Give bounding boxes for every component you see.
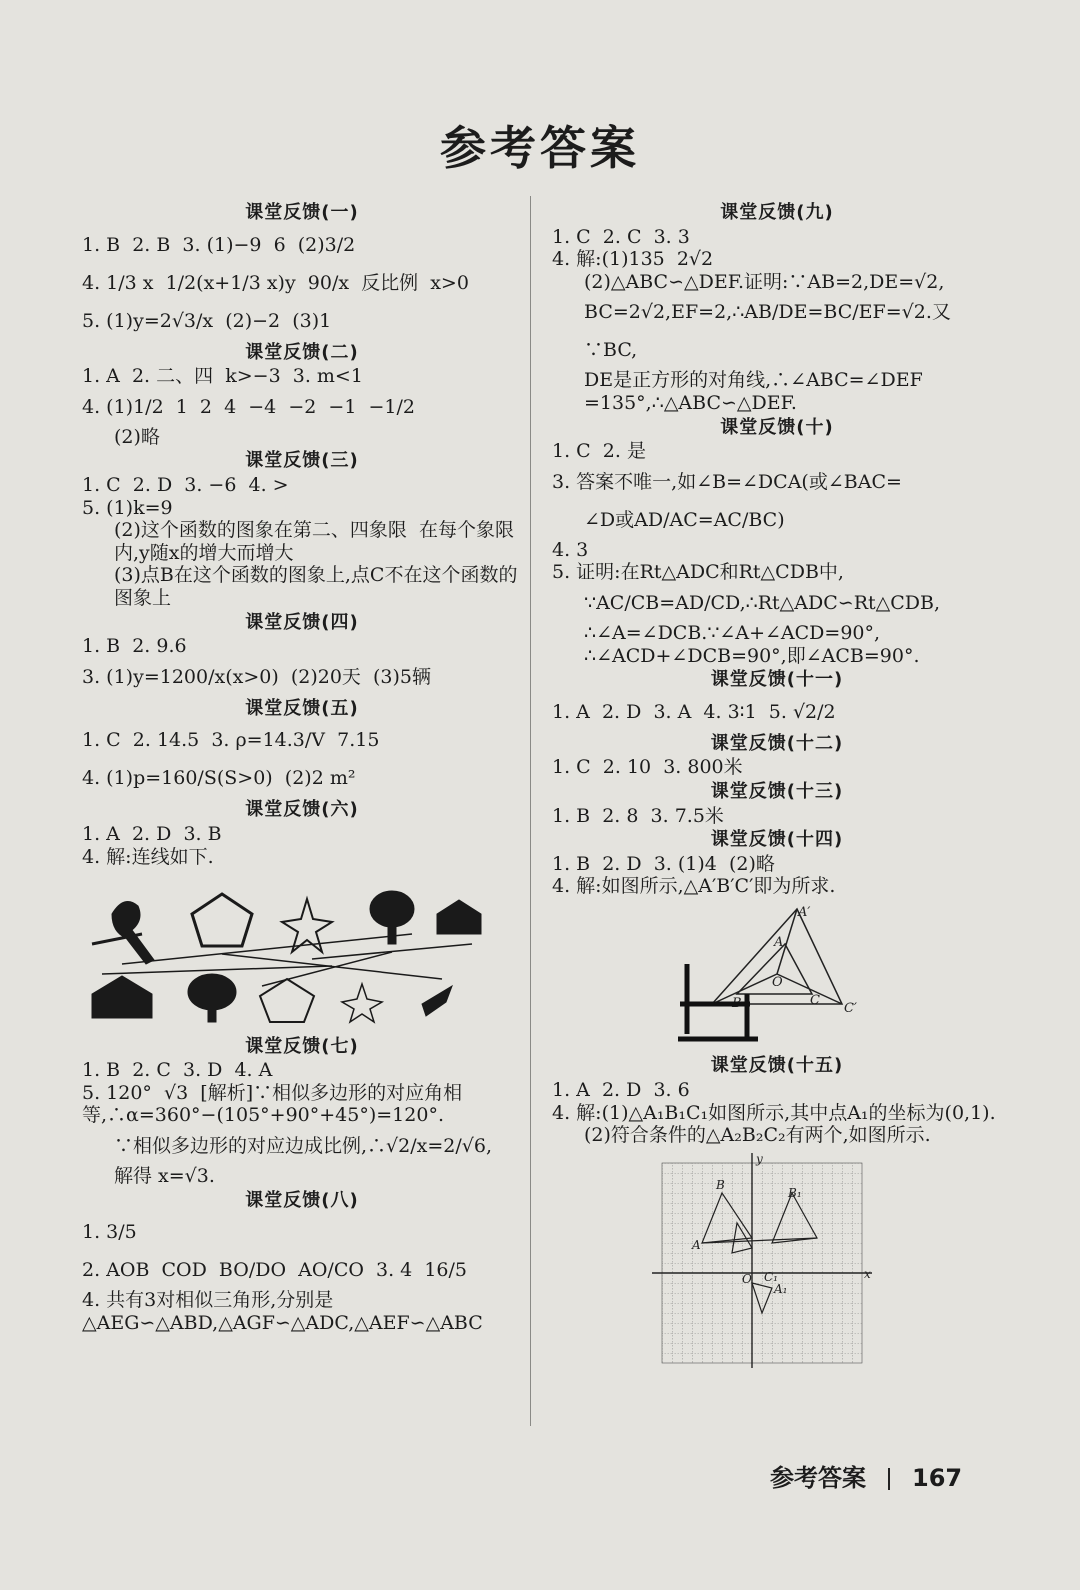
label-c: C bbox=[810, 992, 820, 1008]
right-column bbox=[552, 200, 1002, 1384]
answer-line: BC=2√2,EF=2,∴AB/DE=BC/EF=√2.又∵BC, bbox=[584, 301, 951, 362]
answer-line: 1. C 2. 是 bbox=[552, 440, 646, 463]
footer-label: 参考答案 bbox=[770, 1464, 866, 1492]
answer-line: 3. 答案不唯一,如∠B=∠DCA(或∠BAC= bbox=[552, 470, 902, 493]
axis-y-label: y bbox=[756, 1152, 763, 1166]
answer-line: ∵相似多边形的对应边成比例,∴√2/x=2/√6, bbox=[114, 1135, 492, 1158]
section-heading: 课堂反馈(十二) bbox=[710, 732, 844, 754]
similar-triangle-figure bbox=[552, 904, 992, 1044]
answer-line: (2)△ABC∽△DEF.证明:∵AB=2,DE=√2, bbox=[584, 270, 945, 293]
pentagon-icon bbox=[260, 979, 314, 1022]
label-b: B bbox=[716, 1177, 725, 1192]
section-heading: 课堂反馈(五) bbox=[245, 697, 359, 719]
section-heading: 课堂反馈(十四) bbox=[710, 829, 844, 851]
answer-line: (3)点B在这个函数的图象上,点C不在这个函数的图象上 bbox=[114, 564, 518, 609]
answer-line: 3. (1)y=1200/x(x>0) (2)20天 (3)5辆 bbox=[82, 665, 432, 688]
answer-line: 4. 1/3 x 1/2(x+1/3 x)y 90/x 反比例 x>0 bbox=[82, 271, 469, 294]
answer-line: 1. B 2. C 3. D 4. A bbox=[82, 1059, 273, 1082]
answer-line: 4. 解:(1)135 2√2 bbox=[552, 248, 714, 271]
star-icon bbox=[282, 899, 332, 952]
answer-line: ∴∠ACD+∠DCB=90°,即∠ACB=90°. bbox=[584, 644, 920, 667]
footer-separator bbox=[888, 1468, 890, 1490]
label-o: O bbox=[742, 1271, 752, 1286]
answer-line: ∴∠A=∠DCB.∵∠A+∠ACD=90°, bbox=[584, 621, 881, 644]
answer-line: ∠D或AD/AC=AC/BC) bbox=[584, 508, 785, 531]
answer-line: 1. B 2. 8 3. 7.5米 bbox=[552, 804, 724, 827]
section-heading: 课堂反馈(三) bbox=[245, 450, 359, 472]
answer-line: 5. 120° √3 [解析]∵相似多边形的对应角相等,∴α=360°−(105°+90°+45°)=120°. bbox=[82, 1081, 463, 1127]
answer-line: 1. C 2. D 3. −6 4. > bbox=[82, 473, 289, 496]
house-icon bbox=[437, 900, 481, 934]
section-heading: 课堂反馈(八) bbox=[245, 1189, 359, 1211]
bird-icon bbox=[112, 902, 154, 965]
label-b: B bbox=[732, 995, 742, 1011]
answer-line: (2)略 bbox=[114, 425, 160, 448]
answer-line: 5. (1)y=2√3/x (2)−2 (3)1 bbox=[82, 309, 332, 332]
pentagon-icon bbox=[192, 894, 252, 946]
coordinate-grid-figure bbox=[552, 1153, 992, 1373]
section-heading: 课堂反馈(十一) bbox=[710, 669, 844, 691]
label-o: O bbox=[772, 974, 783, 990]
answer-line: 4. 3 bbox=[552, 538, 589, 561]
answer-line: 4. (1)1/2 1 2 4 −4 −2 −1 −1/2 bbox=[82, 395, 416, 418]
answer-line: 1. C 2. C 3. 3 bbox=[552, 225, 690, 248]
bird-icon bbox=[422, 986, 452, 1016]
answer-line: 4. 解:(1)△A₁B₁C₁如图所示,其中点A₁的坐标为(0,1). bbox=[552, 1101, 996, 1124]
answer-line: 1. C 2. 14.5 3. ρ=14.3/V 7.15 bbox=[82, 729, 380, 752]
left-column bbox=[82, 200, 522, 1334]
section-heading: 课堂反馈(二) bbox=[245, 341, 359, 363]
column-divider bbox=[530, 196, 531, 1426]
answer-line: 4. 解:如图所示,△A′B′C′即为所求. bbox=[552, 875, 836, 898]
answer-line: 1. B 2. B 3. (1)−9 6 (2)3/2 bbox=[82, 233, 356, 256]
grid-figure bbox=[552, 1153, 1002, 1379]
answer-line: (2)这个函数的图象在第二、四象限 在每个象限内,y随x的增大而增大 bbox=[114, 519, 514, 564]
answer-line: 1. A 2. D 3. B bbox=[82, 822, 222, 845]
label-a-prime: A′ bbox=[798, 904, 811, 920]
answer-line: 5. (1)k=9 bbox=[82, 496, 173, 519]
matching-lines-figure bbox=[82, 874, 482, 1024]
page-title: 参考答案 bbox=[440, 121, 640, 175]
page-footer bbox=[770, 1458, 962, 1493]
answer-line: 4. 解:连线如下. bbox=[82, 845, 214, 868]
label-a1: A₁ bbox=[774, 1281, 788, 1296]
triangle-figure bbox=[552, 904, 1002, 1050]
axis-x-label: x bbox=[864, 1266, 871, 1281]
section-heading: 课堂反馈(十三) bbox=[710, 780, 844, 802]
label-a: A bbox=[774, 934, 784, 950]
answer-line: 2. AOB COD BO/DO AO/CO 3. 4 16/5 bbox=[82, 1259, 468, 1282]
answer-line: =135°,∴△ABC∽△DEF. bbox=[584, 391, 797, 414]
answer-line: 5. 证明:在Rt△ADC和Rt△CDB中, bbox=[552, 561, 844, 584]
section-heading: 课堂反馈(十五) bbox=[710, 1055, 844, 1077]
answer-line: DE是正方形的对角线,∴∠ABC=∠DEF bbox=[584, 369, 923, 392]
section-heading: 课堂反馈(十) bbox=[720, 416, 834, 438]
star-icon bbox=[342, 984, 382, 1022]
answer-line: 4. (1)p=160/S(S>0) (2)2 m² bbox=[82, 767, 356, 790]
answer-line: (2)符合条件的△A₂B₂C₂有两个,如图所示. bbox=[584, 1124, 931, 1147]
answer-line: 1. A 2. D 3. 6 bbox=[552, 1079, 690, 1102]
house-icon bbox=[92, 976, 152, 1018]
answer-line: 解得 x=√3. bbox=[114, 1165, 215, 1188]
section-heading: 课堂反馈(四) bbox=[245, 611, 359, 633]
answer-line: 1. B 2. 9.6 bbox=[82, 635, 187, 658]
label-b1: B₁ bbox=[788, 1185, 802, 1200]
matching-figure bbox=[82, 874, 522, 1030]
answer-line: 4. 共有3对相似三角形,分别是△AEG∽△ABD,△AGF∽△ADC,△AEF∽△ABC bbox=[82, 1289, 483, 1334]
answer-line: 1. B 2. D 3. (1)4 (2)略 bbox=[552, 852, 775, 875]
section-heading: 课堂反馈(一) bbox=[245, 202, 359, 223]
section-heading: 课堂反馈(七) bbox=[245, 1035, 359, 1057]
answer-line: ∵AC/CB=AD/CD,∴Rt△ADC∽Rt△CDB, bbox=[584, 591, 941, 614]
answer-line: 1. A 2. D 3. A 4. 3∶1 5. √2/2 bbox=[552, 700, 836, 723]
answer-line: 1. A 2. 二、四 k>−3 3. m<1 bbox=[82, 365, 363, 388]
label-c-prime: C′ bbox=[844, 1000, 857, 1016]
page-number: 167 bbox=[912, 1464, 963, 1492]
answer-line: 1. 3/5 bbox=[82, 1221, 137, 1244]
section-heading: 课堂反馈(六) bbox=[245, 799, 359, 821]
label-c1: C₁ bbox=[764, 1269, 778, 1284]
pen-scribble bbox=[678, 964, 758, 1039]
label-a: A bbox=[692, 1237, 701, 1252]
section-heading: 课堂反馈(九) bbox=[720, 202, 834, 223]
answer-line: 1. C 2. 10 3. 800米 bbox=[552, 756, 743, 779]
